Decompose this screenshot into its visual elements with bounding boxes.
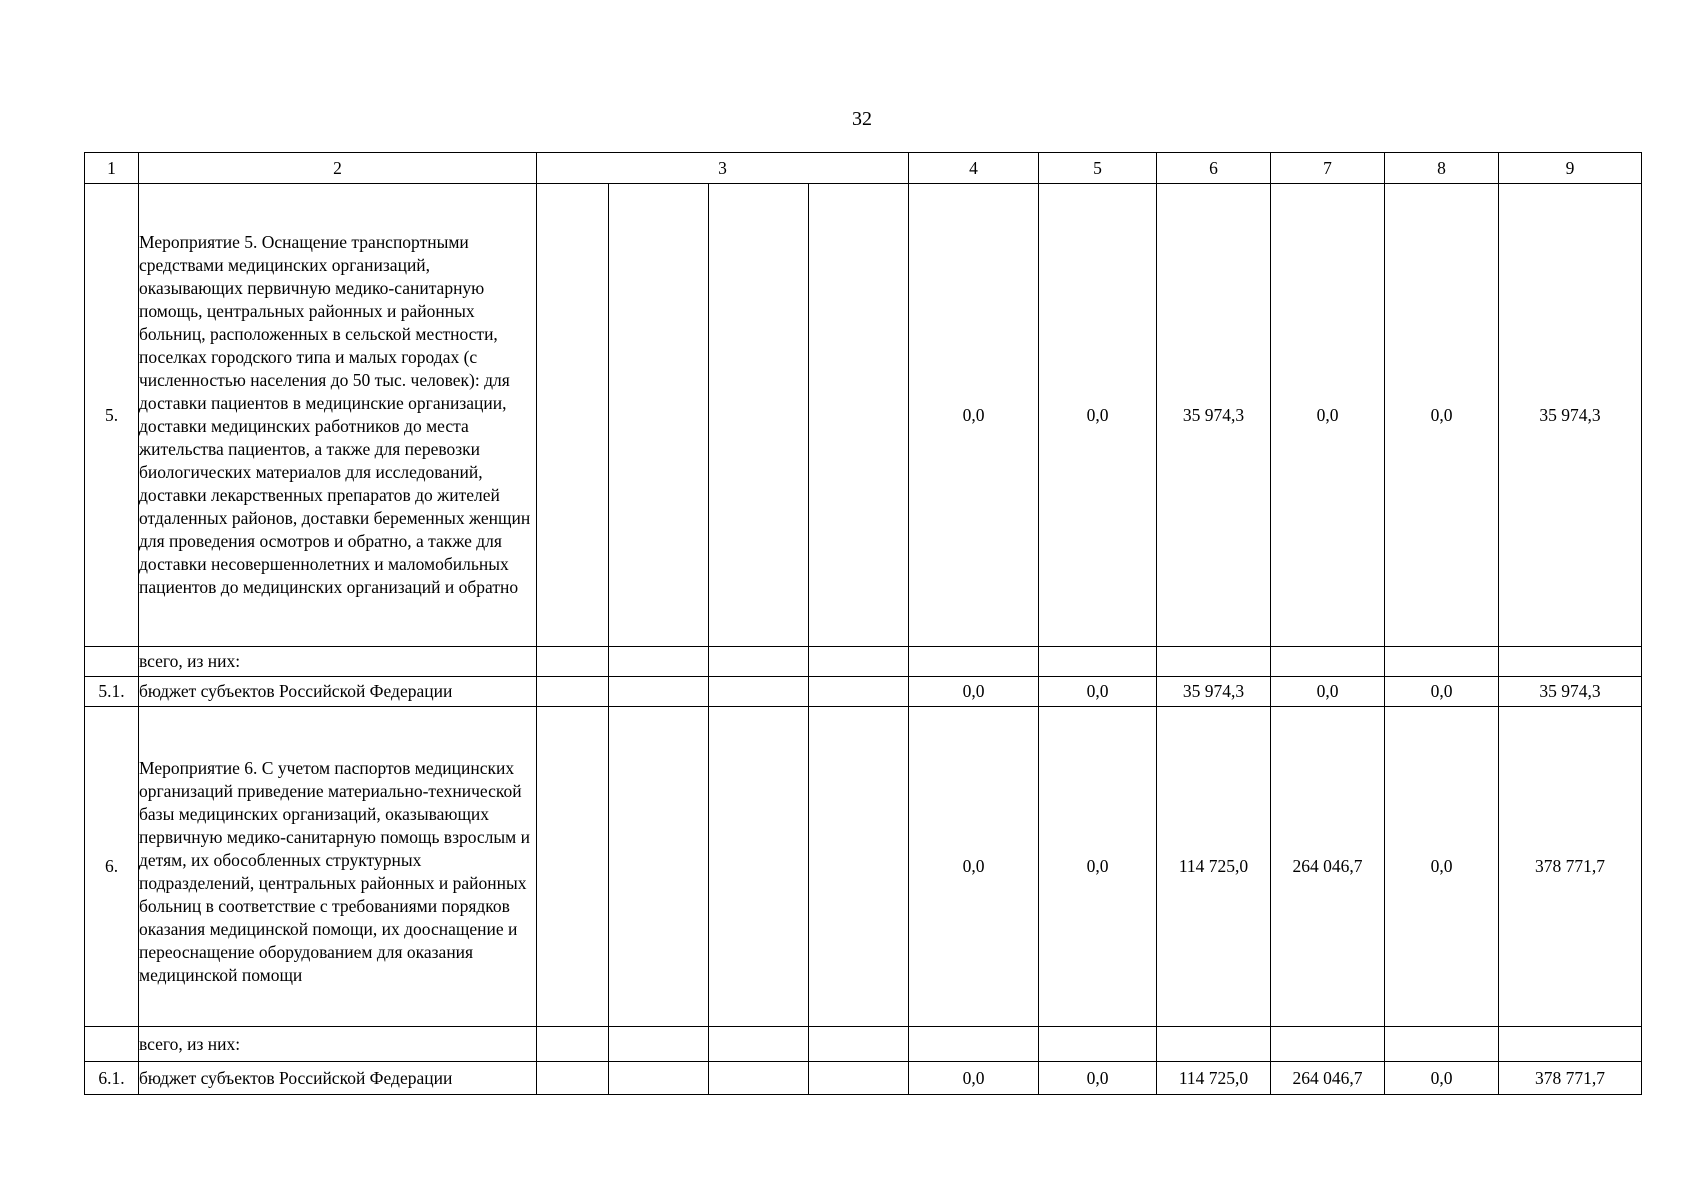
value-col-7: 0,0	[1271, 677, 1385, 707]
value-col-5	[1039, 647, 1157, 677]
empty-cell	[609, 707, 709, 1027]
empty-cell	[709, 677, 809, 707]
total-label: всего, из них:	[139, 1027, 537, 1062]
col-header-6: 6	[1157, 153, 1271, 184]
empty-cell	[537, 647, 609, 677]
value-col-8: 0,0	[1385, 677, 1499, 707]
page-number: 32	[852, 108, 872, 130]
value-col-4: 0,0	[909, 184, 1039, 647]
empty-cell	[809, 707, 909, 1027]
row-number	[85, 1027, 139, 1062]
empty-cell	[709, 184, 809, 647]
empty-cell	[809, 184, 909, 647]
col-header-4: 4	[909, 153, 1039, 184]
empty-cell	[609, 184, 709, 647]
empty-cell	[609, 647, 709, 677]
col-header-8: 8	[1385, 153, 1499, 184]
table-row	[85, 707, 1642, 1027]
program-table	[84, 152, 1642, 1095]
empty-cell	[809, 677, 909, 707]
empty-cell	[609, 1062, 709, 1095]
value-col-4: 0,0	[909, 1062, 1039, 1095]
value-col-5: 0,0	[1039, 184, 1157, 647]
row-number: 5.	[85, 184, 139, 647]
row-number: 6.1.	[85, 1062, 139, 1095]
value-col-9	[1499, 1027, 1642, 1062]
value-col-6: 114 725,0	[1157, 1062, 1271, 1095]
value-col-6	[1157, 647, 1271, 677]
value-col-8: 0,0	[1385, 707, 1499, 1027]
table-row	[85, 677, 1642, 707]
value-col-9: 378 771,7	[1499, 1062, 1642, 1095]
value-col-4	[909, 1027, 1039, 1062]
value-col-7: 264 046,7	[1271, 707, 1385, 1027]
value-col-8: 0,0	[1385, 184, 1499, 647]
value-col-9: 35 974,3	[1499, 677, 1642, 707]
col-header-3: 3	[537, 153, 909, 184]
empty-cell	[809, 1062, 909, 1095]
empty-cell	[809, 1027, 909, 1062]
activity-description: Мероприятие 6. С учетом паспортов медицинских организаций приведение материально-технической базы медицинских организаций, оказывающих первичную медико-санитарную помощь взрослым и детям, их обособленных структурных подразделений, центральных районных и районных больниц в соответствие с требованиями порядков оказания медицинской помощи, их дооснащение и переоснащение оборудованием для оказания медицинской помощи	[139, 707, 537, 1027]
value-col-7	[1271, 1027, 1385, 1062]
col-header-1: 1	[85, 153, 139, 184]
row-number	[85, 647, 139, 677]
empty-cell	[709, 707, 809, 1027]
value-col-5: 0,0	[1039, 707, 1157, 1027]
col-header-7: 7	[1271, 153, 1385, 184]
empty-cell	[809, 647, 909, 677]
table-row	[85, 647, 1642, 677]
total-label: всего, из них:	[139, 647, 537, 677]
table-row	[85, 1062, 1642, 1095]
value-col-6	[1157, 1027, 1271, 1062]
empty-cell	[609, 1027, 709, 1062]
value-col-9	[1499, 647, 1642, 677]
empty-cell	[537, 677, 609, 707]
value-col-5	[1039, 1027, 1157, 1062]
value-col-9: 378 771,7	[1499, 707, 1642, 1027]
value-col-6: 35 974,3	[1157, 677, 1271, 707]
budget-label: бюджет субъектов Российской Федерации	[139, 677, 537, 707]
activity-description: Мероприятие 5. Оснащение транспортными средствами медицинских организаций, оказывающих первичную медико-санитарную помощь, центральных районных и районных больниц, расположенных в сельской местности, поселках городского типа и малых городах (с численностью населения до 50 тыс. человек): для доставки пациентов в медицинские организации, доставки медицинских работников до места жительства пациентов, а также для перевозки биологических материалов для исследований, доставки лекарственных препаратов до жителей отдаленных районов, доставки беременных женщин для проведения осмотров и обратно, а также для доставки несовершеннолетних и маломобильных пациентов до медицинских организаций и обратно	[139, 184, 537, 647]
value-col-4	[909, 647, 1039, 677]
value-col-8	[1385, 1027, 1499, 1062]
value-col-5: 0,0	[1039, 677, 1157, 707]
empty-cell	[537, 1062, 609, 1095]
value-col-4: 0,0	[909, 707, 1039, 1027]
row-number: 5.1.	[85, 677, 139, 707]
value-col-6: 35 974,3	[1157, 184, 1271, 647]
value-col-8: 0,0	[1385, 1062, 1499, 1095]
table-row	[85, 184, 1642, 647]
empty-cell	[709, 1027, 809, 1062]
col-header-2: 2	[139, 153, 537, 184]
value-col-4: 0,0	[909, 677, 1039, 707]
table-row	[85, 1027, 1642, 1062]
empty-cell	[537, 184, 609, 647]
col-header-5: 5	[1039, 153, 1157, 184]
row-number: 6.	[85, 707, 139, 1027]
col-header-9: 9	[1499, 153, 1642, 184]
value-col-6: 114 725,0	[1157, 707, 1271, 1027]
empty-cell	[537, 707, 609, 1027]
value-col-9: 35 974,3	[1499, 184, 1642, 647]
budget-label: бюджет субъектов Российской Федерации	[139, 1062, 537, 1095]
empty-cell	[709, 647, 809, 677]
value-col-5: 0,0	[1039, 1062, 1157, 1095]
empty-cell	[709, 1062, 809, 1095]
header-row	[85, 153, 1642, 184]
value-col-8	[1385, 647, 1499, 677]
value-col-7: 264 046,7	[1271, 1062, 1385, 1095]
value-col-7: 0,0	[1271, 184, 1385, 647]
empty-cell	[537, 1027, 609, 1062]
value-col-7	[1271, 647, 1385, 677]
empty-cell	[609, 677, 709, 707]
